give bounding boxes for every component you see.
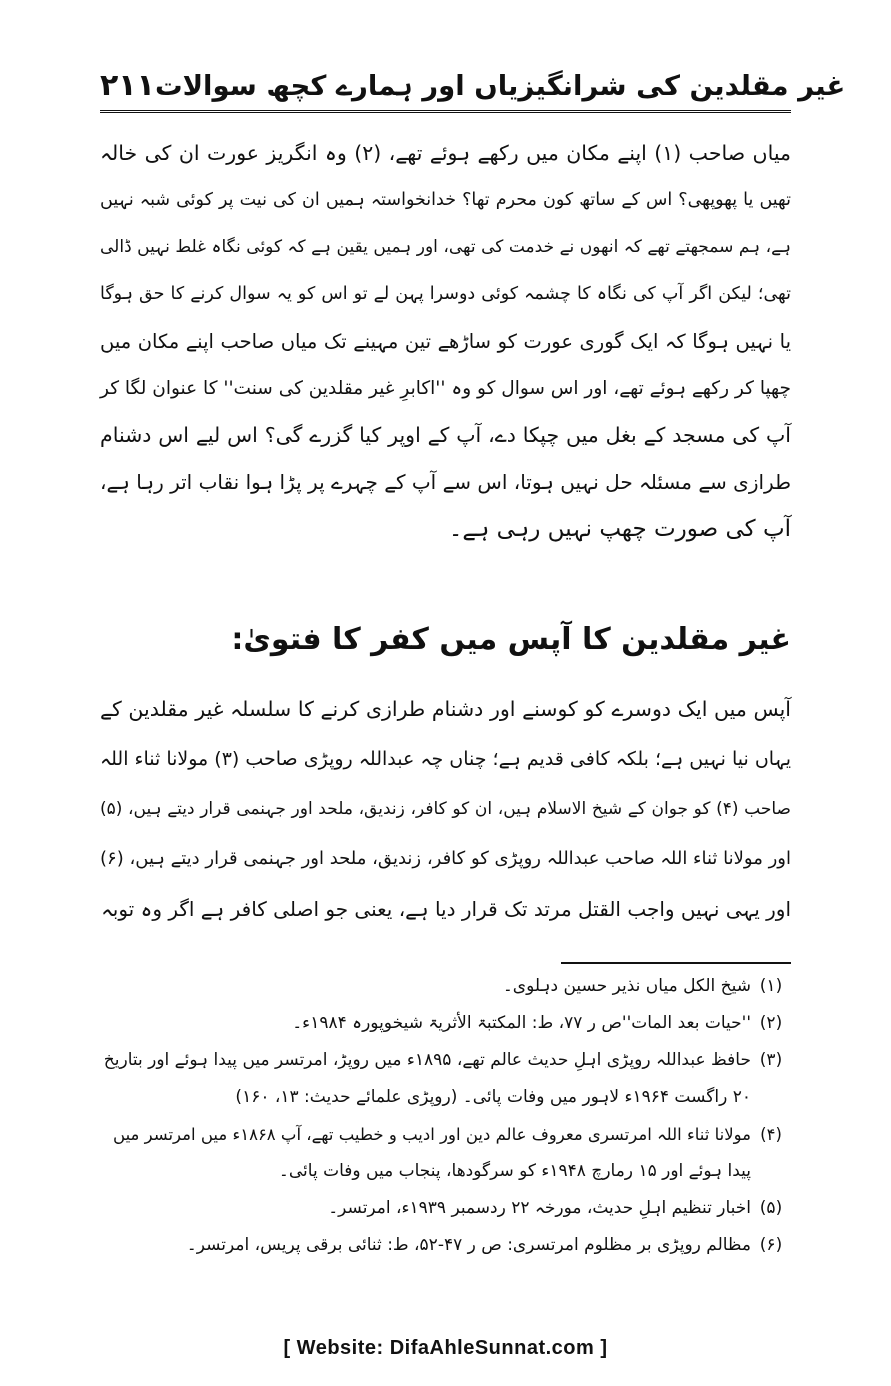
footnote [100, 1116, 791, 1153]
body-paragraph [100, 130, 791, 553]
page-header [100, 52, 846, 108]
text-line: آپس میں ایک دوسرے کو کوسنے اور دشنام طرازی کرنے کا سلسلہ غیر مقلدین کے [100, 697, 791, 721]
section-paragraph [100, 684, 791, 934]
footnote [100, 1042, 791, 1079]
text-line: طرازی سے مسئلہ حل نہیں ہوتا، اس سے آپ کے چہرے پر پڑا ہوا نقاب اتر رہا ہے، [100, 470, 791, 494]
footnote [100, 1227, 791, 1264]
text-line: یہاں نیا نہیں ہے؛ بلکہ کافی قدیم ہے؛ چناں چہ عبداللہ روپڑی صاحب (۳) مولانا ثناء اللہ [100, 748, 791, 770]
text-line: چھپا کر رکھے ہوئے تھے، اور اس سوال کو وہ ''اکابرِ غیر مقلدین کی سنت'' کا عنوان لگا کر [100, 378, 791, 399]
text-line: تھیں یا پھوپھی؟ اس کے ساتھ کون محرم تھا؟ خدانخواستہ ہمیں ان کی نیت پر کوئی شبہ نہیں [100, 190, 791, 210]
footnote-continuation: پیدا ہوئے اور ۱۵ رمارچ ۱۹۴۸ء کو سرگودھا، پنجاب میں وفات پائی۔ [278, 1161, 751, 1181]
header-divider [100, 110, 791, 113]
page-number: ۲۱۱ [100, 68, 155, 103]
footnote-number: (۲) [759, 1013, 783, 1033]
text-line: اور مولانا ثناء اللہ صاحب عبداللہ روپڑی کو کافر، زندیق، ملحد اور جہنمی قرار دیتے ہیں، (۶) [100, 848, 791, 869]
footnote-number: (۶) [759, 1235, 783, 1255]
footnote-number: (۴) [760, 1125, 782, 1144]
footnote-text: مظالم روپڑی بر مظلوم امرتسری: ص ر ۴۷-۵۲، ط: ثنائی برقی پریس، امرتسر۔ [186, 1235, 751, 1255]
footnote-divider [561, 962, 791, 964]
text-line: آپ کی صورت چھپ نہیں رہی ہے۔ [448, 516, 791, 542]
footnotes [100, 968, 791, 1264]
footnote [100, 1190, 791, 1227]
footnote-text: حافظ عبداللہ روپڑی اہلِ حدیث عالم تھے، ۱۸۹۵ء میں روپڑ، امرتسر میں پیدا ہوئے اور بتاریخ [103, 1050, 751, 1070]
footnote-text: اخبار تنظیم اہلِ حدیث، مورخہ ۲۲ ردسمبر ۱۹۳۹ء، امرتسر۔ [328, 1198, 751, 1218]
website-footer: [ Website: DifaAhleSunnat.com ] [283, 1337, 608, 1359]
footnote [100, 1005, 791, 1042]
footnote-continuation: ۲۰ راگست ۱۹۶۴ء لاہور میں وفات پائی۔ (روپڑی علمائے حدیث: ۱۳، ۱۶۰) [235, 1087, 751, 1107]
running-title: غیر مقلدین کی شرانگیزیاں اور ہمارے کچھ سوالات [154, 70, 846, 102]
footnote-number: (۱) [759, 976, 783, 996]
footnote-number: (۳) [759, 1050, 783, 1070]
text-line: تھی؛ لیکن اگر آپ کی نگاہ کا چشمہ کوئی دوسرا پہن لے تو اس کو یہ سوال کرنے کا حق ہوگا [100, 284, 791, 304]
text-line: آپ کی مسجد کے بغل میں چپکا دے، آپ کے اوپر کیا گزرے گی؟ اس لیے اس دشنام [100, 423, 791, 447]
text-line: ہے، ہم سمجھتے تھے کہ انھوں نے خدمت کی تھی، اور ہمیں یقین ہے کہ کوئی نگاہ غلط نہیں ڈالی [100, 237, 791, 257]
section-heading: غیر مقلدین کا آپس میں کفر کا فتویٰ: [231, 622, 791, 657]
text-line: صاحب (۴) کو جوان کے شیخ الاسلام ہیں، ان کو کافر، زندیق، ملحد اور جہنمی قرار دیتے ہیں، (۵) [100, 799, 791, 819]
footnote-text: شیخ الکل میاں نذیر حسین دہلوی۔ [502, 976, 751, 996]
text-line: یا نہیں ہوگا کہ ایک گوری عورت کو ساڑھے تین مہینے تک میاں صاحب اپنے مکان میں [100, 330, 791, 353]
text-line: میاں صاحب (۱) اپنے مکان میں رکھے ہوئے تھے، (۲) وہ انگریز عورت ان کی خالہ [100, 141, 792, 165]
text-line: اور یہی نہیں واجب القتل مرتد تک قرار دیا ہے، یعنی جو اصلی کافر ہے اگر وہ توبہ [101, 897, 791, 921]
footnote-number: (۵) [759, 1198, 783, 1218]
footnote [100, 968, 791, 1005]
footnote-text: ''حیات بعد المات''ص ر ۷۷، ط: المکتبۃ الأثریۃ شیخوپورہ ۱۹۸۴ء۔ [292, 1013, 751, 1033]
footnote-text: مولانا ثناء اللہ امرتسری معروف عالم دین اور ادیب و خطیب تھے، آپ ۱۸۶۸ء میں امرتسر میں [113, 1125, 751, 1144]
